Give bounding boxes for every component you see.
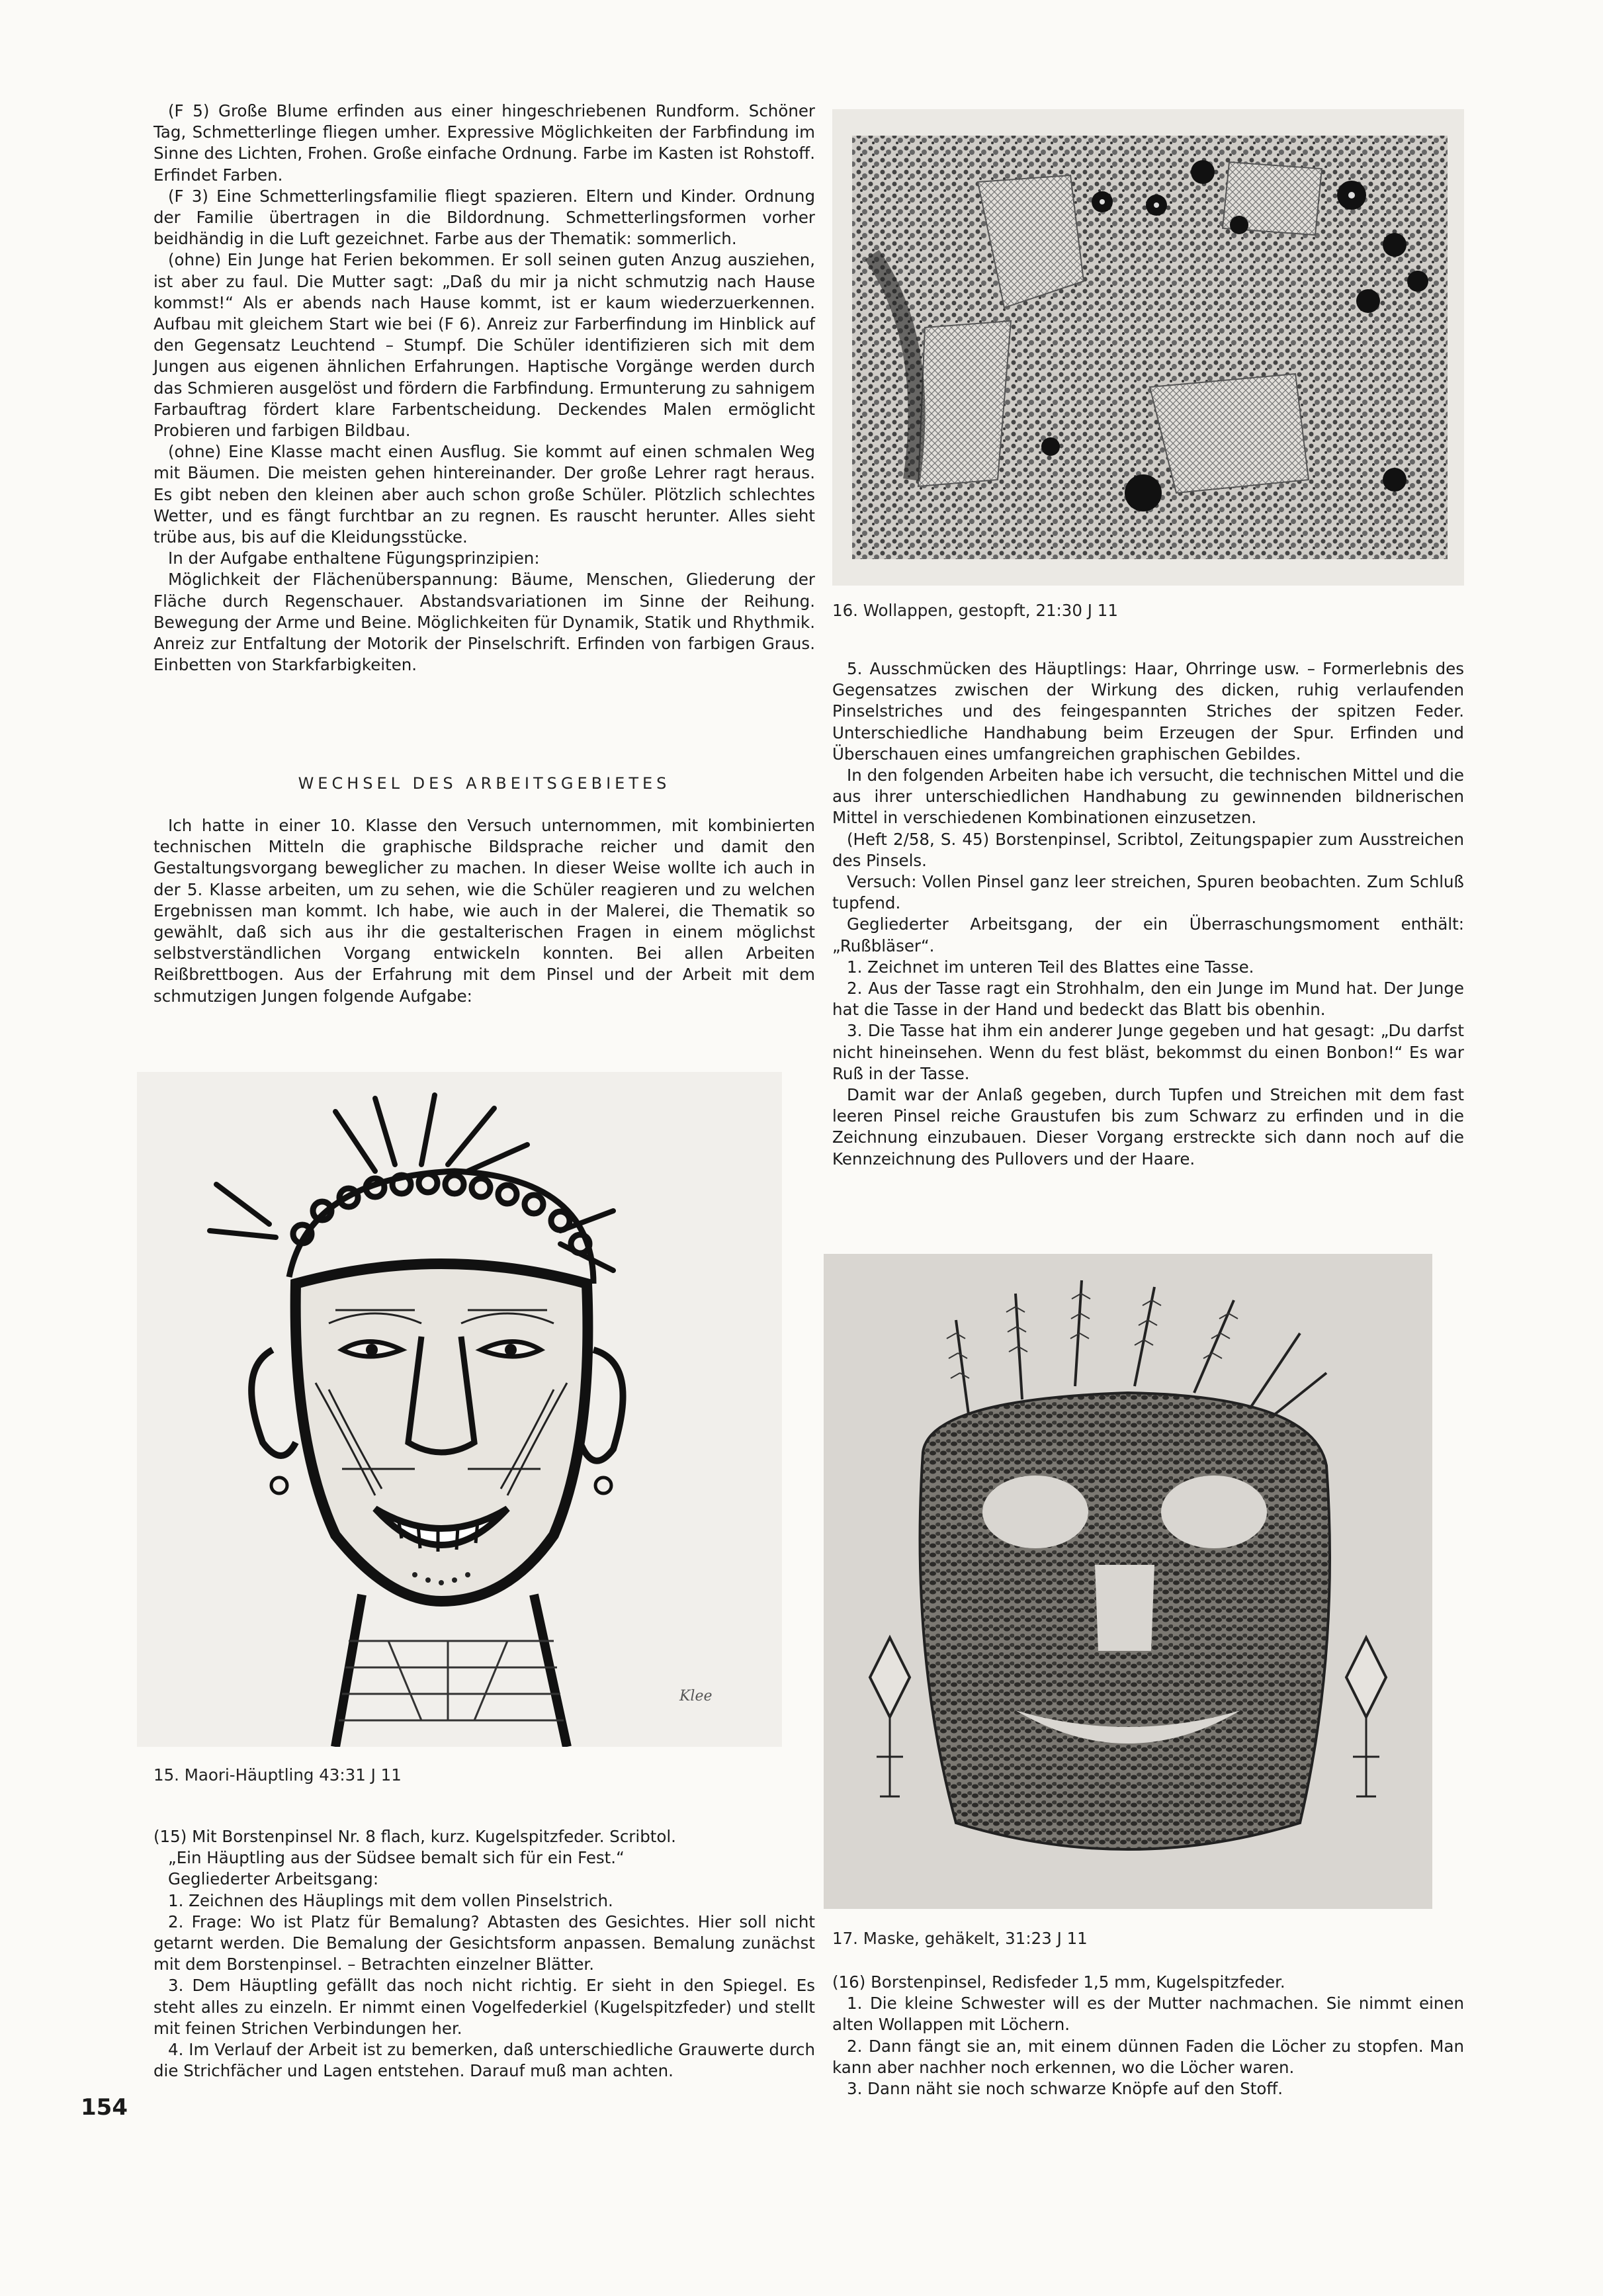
section-heading: WECHSEL DES ARBEITSGEBIETES: [298, 774, 671, 793]
paragraph: 1. Zeichnet im unteren Teil des Blattes eine Tasse.: [847, 957, 1254, 977]
caption-figure-16: 16. Wollappen, gestopft, 21:30 J 11: [832, 601, 1118, 620]
paragraph: „Ein Häuptling aus der Südsee bemalt sich für ein Fest.“: [168, 1848, 625, 1868]
paragraph: (16) Borstenpinsel, Redisfeder 1,5 mm, Kugelspitzfeder.: [832, 1972, 1285, 1992]
section-text: [153, 815, 815, 1007]
paragraph: 3. Dann näht sie noch schwarze Knöpfe auf den Stoff.: [847, 2079, 1283, 2099]
paragraph: (Heft 2/58, S. 45) Borstenpinsel, Scribtol, Zeitungspapier zum Ausstreichen des Pinsels.: [832, 829, 1464, 870]
paragraph: In der Aufgabe enthaltene Fügungsprinzipien:: [168, 549, 540, 568]
paragraph: (ohne) Ein Junge hat Ferien bekommen. Er soll seinen guten Anzug ausziehen, ist aber zu faul. Die Mutter sagt: „Daß du mir ja nicht schmutzig nach Hause kommst!“ Als er abends nach Hause kommt, ist er kaum wiederzuerkennen. Aufbau mit gleichem Start wie bei (F 6). Anreiz zur Farberfindung im Hinblick auf den Gegensatz Leuchtend – Stumpf. Die Schüler identifizieren sich mit dem Jungen aus eigenen ähnlichen Erfahrungen. Haptische Vorgänge werden durch das Schmieren ausgelöst und fördern die Farbfindung. Ermunterung zu sahnigem Farbauftrag fördert klare Farbentscheidung. Deckendes Malen ermöglicht Probieren und farbigen Bildbau.: [153, 250, 815, 441]
figure-15-maori-chief: [137, 1072, 782, 1747]
paragraph: 3. Die Tasse hat ihm ein anderer Junge gegeben und hat gesagt: „Du darfst nicht hineinsehen. Wenn du fest bläst, bekommst du einen Bonbon!“ Es war Ruß in der Tasse.: [832, 1021, 1464, 1083]
paragraph: 4. Im Verlauf der Arbeit ist zu bemerken, daß unterschiedliche Grauwerte durch die Strichfächer und Lagen entstehen. Darauf muß man achten.: [153, 2040, 815, 2081]
paragraph: 2. Aus der Tasse ragt ein Strohhalm, den ein Junge im Mund hat. Der Junge hat die Tasse in der Hand und bedeckt das Blatt bis obenhin.: [832, 979, 1464, 1020]
paragraph: Gegliederter Arbeitsgang, der ein Überraschungsmoment enthält: „Rußbläser“.: [832, 914, 1464, 955]
paragraph: Versuch: Vollen Pinsel ganz leer streichen, Spuren beobachten. Zum Schluß tupfend.: [832, 872, 1464, 913]
paragraph: 5. Ausschmücken des Häuptlings: Haar, Ohrringe usw. – Formerlebnis des Gegensatzes zwischen der Wirkung des dicken, ruhig verlaufenden Pinselstriches und des feingespannten Striches der spitzen Feder. Unterschiedliche Handhabung beim Erzeugen der Spur. Erfinden und Überschauen eines umfangreichen graphischen Gebildes.: [832, 659, 1464, 764]
figure-17-crocheted-mask: [824, 1254, 1432, 1909]
left-intro-text: [153, 101, 815, 676]
paragraph: Möglichkeit der Flächenüberspannung: Bäume, Menschen, Gliederung der Fläche durch Regenschauer. Abstandsvariationen im Sinne der Reihung. Bewegung der Arme und Beine. Möglichkeiten für Dynamik, Statik und Rhythmik. Anreiz zur Entfaltung der Motorik der Pinselschrift. Erfinden von farbigen Graus. Einbetten von Starkfarbigkeiten.: [153, 570, 815, 675]
paragraph: 3. Dem Häuptling gefällt das noch nicht richtig. Er sieht in den Spiegel. Es steht alles zu einzeln. Er nimmt einen Vogelfederkiel (Kugelspitzfeder) und stellt mit feinen Strichen Verbindungen her.: [153, 1976, 815, 2038]
page-number: 154: [81, 2094, 128, 2121]
paragraph: (F 5) Große Blume erfinden aus einer hingeschriebenen Rundform. Schöner Tag, Schmetterlinge fliegen umher. Expressive Möglichkeiten der Farbfindung im Sinne des Lichten, Frohen. Große einfache Ordnung. Farbe im Kasten ist Rohstoff. Erfindet Farben.: [153, 101, 815, 185]
paragraph: (ohne) Eine Klasse macht einen Ausflug. Sie kommt auf einen schmalen Weg mit Bäumen. Die meisten gehen hintereinander. Der große Lehrer ragt heraus. Es gibt neben den kleinen aber auch schon große Schüler. Plötzlich schlechtes Wetter, und es fängt furchtbar an zu regnen. Es rauscht herunter. Alles sieht trübe aus, bis auf die Kleidungsstücke.: [153, 442, 815, 547]
figure-16-darned-cloth: [832, 109, 1464, 586]
crocheted-mask-drawing: [824, 1254, 1432, 1909]
maori-chief-drawing: [137, 1072, 782, 1747]
paragraph: In den folgenden Arbeiten habe ich versucht, die technischen Mittel und die aus ihrer unterschiedlichen Handhabung zu gewinnenden bildnerischen Mittel in verschiedenen Kombinationen einzusetzen.: [832, 766, 1464, 828]
figure-15-description: [153, 1826, 815, 2082]
caption-figure-15: 15. Maori-Häuptling 43:31 J 11: [153, 1765, 402, 1785]
figure-16-description: [832, 1972, 1464, 2099]
paragraph: (F 3) Eine Schmetterlingsfamilie fliegt spazieren. Eltern und Kinder. Ordnung der Familie übertragen in die Bildordnung. Schmetterlingsformen vorher beidhändig in die Luft gezeichnet. Farbe aus der Thematik: sommerlich.: [153, 186, 815, 249]
darned-cloth-drawing: [832, 109, 1464, 586]
paragraph: (15) Mit Borstenpinsel Nr. 8 flach, kurz. Kugelspitzfeder. Scribtol.: [153, 1827, 676, 1846]
paragraph: 1. Zeichnen des Häuplings mit dem vollen Pinselstrich.: [168, 1890, 613, 1910]
paragraph: 2. Frage: Wo ist Platz für Bemalung? Abtasten des Gesichtes. Hier soll nicht getarnt werden. Die Bemalung der Gesichtsform anpassen. Bemalung zunächst mit dem Borstenpinsel. – Betrachten einzelner Blätter.: [153, 1912, 815, 1974]
paragraph: 1. Die kleine Schwester will es der Mutter nachmachen. Sie nimmt einen alten Wollappen mit Löchern.: [832, 1994, 1464, 2035]
paragraph: Gegliederter Arbeitsgang:: [168, 1869, 379, 1889]
paragraph: Ich hatte in einer 10. Klasse den Versuch unternommen, mit kombinierten technischen Mitteln die graphische Bildsprache reicher und damit den Gestaltungsvorgang beweglicher zu machen. In dieser Weise wollte ich auch in der 5. Klasse arbeiten, um zu sehen, wie die Schüler reagieren und zu welchen Ergebnissen man kommt. Ich habe, wie auch in der Malerei, die Thematik so gewählt, daß sich aus ihr die gestalterischen Fragen in einem möglichst selbstverständlichen Vorgang entwickeln konnten. Bei allen Arbeiten Reißbrettbogen. Aus der Erfahrung mit dem Pinsel und der Arbeit mit dem schmutzigen Jungen folgende Aufgabe:: [153, 816, 815, 1006]
caption-figure-17: 17. Maske, gehäkelt, 31:23 J 11: [832, 1929, 1088, 1948]
svg-text:Klee: Klee: [679, 1688, 713, 1704]
right-column-text: [832, 658, 1464, 1170]
paragraph: Damit war der Anlaß gegeben, durch Tupfen und Streichen mit dem fast leeren Pinsel reiche Graustufen bis zum Schwarz zu erfinden und in die Zeichnung einzubauen. Dieser Vorgang erstreckte sich dann noch auf die Kennzeichnung des Pullovers und der Haare.: [832, 1085, 1464, 1169]
paragraph: 2. Dann fängt sie an, mit einem dünnen Faden die Löcher zu stopfen. Man kann aber nachher noch erkennen, wo die Löcher waren.: [832, 2036, 1464, 2077]
